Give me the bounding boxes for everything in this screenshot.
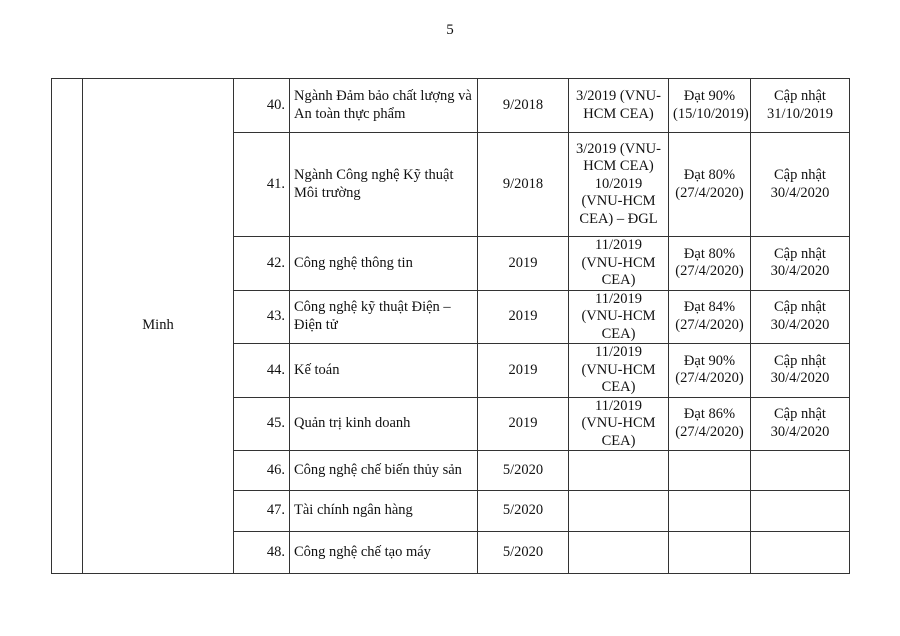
assessment-info <box>569 451 669 491</box>
update-info <box>751 451 850 491</box>
assessment-info: 11/2019 (VNU-HCM CEA) <box>569 237 669 291</box>
start-date: 5/2020 <box>478 532 569 574</box>
table-row <box>52 79 850 133</box>
update-info <box>751 491 850 532</box>
update-info: Cập nhật 31/10/2019 <box>751 79 850 133</box>
page-number: 5 <box>446 22 454 38</box>
start-date: 5/2020 <box>478 491 569 532</box>
result-info: Đạt 80% (27/4/2020) <box>669 133 751 237</box>
row-number: 45. <box>234 397 290 451</box>
program-name: Công nghệ chế biến thủy sản <box>290 451 478 491</box>
program-name: Quản trị kinh doanh <box>290 397 478 451</box>
start-date: 2019 <box>478 290 569 344</box>
result-info: Đạt 86% (27/4/2020) <box>669 397 751 451</box>
assessment-info: 11/2019 (VNU-HCM CEA) <box>569 344 669 398</box>
row-number: 40. <box>234 79 290 133</box>
row-number: 46. <box>234 451 290 491</box>
result-info <box>669 451 751 491</box>
update-info: Cập nhật 30/4/2020 <box>751 397 850 451</box>
program-name: Công nghệ kỹ thuật Điện – Điện tử <box>290 290 478 344</box>
update-info <box>751 532 850 574</box>
start-date: 2019 <box>478 344 569 398</box>
program-name: Công nghệ thông tin <box>290 237 478 291</box>
row-number: 43. <box>234 290 290 344</box>
update-info: Cập nhật 30/4/2020 <box>751 290 850 344</box>
program-name: Kế toán <box>290 344 478 398</box>
start-date: 9/2018 <box>478 133 569 237</box>
assessment-info <box>569 532 669 574</box>
update-info: Cập nhật 30/4/2020 <box>751 344 850 398</box>
result-info: Đạt 90% (27/4/2020) <box>669 344 751 398</box>
result-info <box>669 491 751 532</box>
program-name: Tài chính ngân hàng <box>290 491 478 532</box>
start-date: 2019 <box>478 237 569 291</box>
program-name: Công nghệ chế tạo máy <box>290 532 478 574</box>
result-info <box>669 532 751 574</box>
assessment-info: 11/2019 (VNU-HCM CEA) <box>569 290 669 344</box>
row-number: 47. <box>234 491 290 532</box>
result-info: Đạt 90% (15/10/2019) <box>669 79 751 133</box>
row-number: 44. <box>234 344 290 398</box>
program-name: Ngành Công nghệ Kỹ thuật Môi trường <box>290 133 478 237</box>
start-date: 2019 <box>478 397 569 451</box>
start-date: 5/2020 <box>478 451 569 491</box>
assessment-info <box>569 491 669 532</box>
row-number: 42. <box>234 237 290 291</box>
row-number: 48. <box>234 532 290 574</box>
assessment-info: 3/2019 (VNU-HCM CEA) 10/2019 (VNU-HCM CEA) – ĐGL <box>569 133 669 237</box>
result-info: Đạt 84% (27/4/2020) <box>669 290 751 344</box>
start-date: 9/2018 <box>478 79 569 133</box>
institution-name-cell: Minh <box>83 79 234 574</box>
row-number: 41. <box>234 133 290 237</box>
result-info: Đạt 80% (27/4/2020) <box>669 237 751 291</box>
accreditation-table <box>51 78 850 574</box>
update-info: Cập nhật 30/4/2020 <box>751 237 850 291</box>
assessment-info: 3/2019 (VNU-HCM CEA) <box>569 79 669 133</box>
index-column-cell <box>52 79 83 574</box>
update-info: Cập nhật 30/4/2020 <box>751 133 850 237</box>
program-name: Ngành Đảm bảo chất lượng và An toàn thực phẩm <box>290 79 478 133</box>
assessment-info: 11/2019 (VNU-HCM CEA) <box>569 397 669 451</box>
